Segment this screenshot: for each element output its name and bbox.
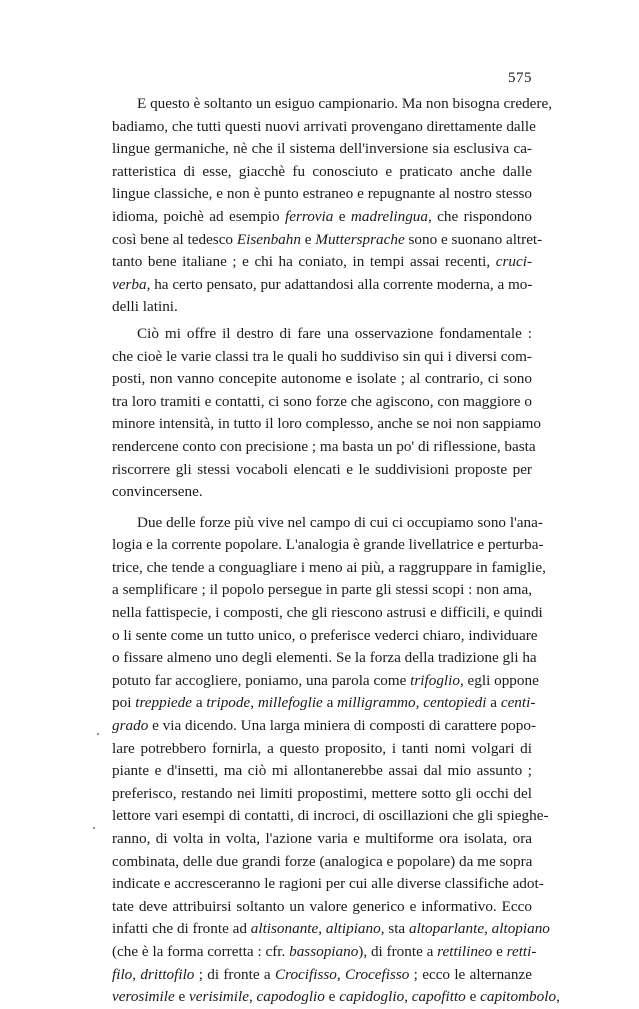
italic-term: capofitto xyxy=(411,988,466,1006)
text-line xyxy=(112,557,546,580)
text-segment: e xyxy=(465,988,481,1006)
text-segment: Ciò mi offre il destro di fare una osservazione fondamentale : xyxy=(137,324,532,342)
italic-term: ferrovia xyxy=(285,207,334,225)
italic-term: Crocefisso xyxy=(344,965,410,983)
text-line xyxy=(112,512,543,535)
italic-term: filo xyxy=(112,965,133,983)
italic-term: drittofilo xyxy=(140,965,195,983)
text-segment: posti, non vanno concepite autonome e isolate ; al contrario, ci sono xyxy=(112,370,532,388)
italic-term: altipiano xyxy=(325,920,381,938)
text-line xyxy=(112,138,532,161)
text-segment: (che è la forma corretta : cfr. xyxy=(112,942,290,960)
text-line xyxy=(112,896,532,919)
text-line xyxy=(112,368,532,391)
text-segment: nella fattispecie, i composti, che gli riescono astrusi e difficili, e quindi xyxy=(112,604,543,622)
text-line xyxy=(112,670,539,693)
text-segment: , xyxy=(336,965,345,983)
text-line xyxy=(112,760,532,783)
text-line xyxy=(112,851,532,874)
text-segment: e xyxy=(174,988,190,1006)
text-segment: minore intensità, in tutto il loro complesso, anche se noi non sappiamo xyxy=(112,415,541,433)
text-segment: , xyxy=(318,920,326,938)
text-line xyxy=(112,436,536,459)
page-number: 575 xyxy=(508,70,532,86)
italic-term: tripode xyxy=(206,694,251,712)
text-line xyxy=(112,986,560,1009)
text-segment: poi xyxy=(112,694,136,712)
text-segment: ranno, di volta in volta, l'azione varia e multiforme ora isolata, ora xyxy=(112,830,532,847)
text-segment: infatti che di fronte ad xyxy=(112,920,251,938)
italic-term: Muttersprache xyxy=(315,230,405,248)
paragraph xyxy=(112,93,553,319)
text-line xyxy=(112,692,536,715)
italic-term: verosimile xyxy=(112,988,175,1006)
text-segment: ; di fronte a xyxy=(194,965,275,983)
text-segment: Due delle forze più vive nel campo di cui ci occupiamo sono l'ana- xyxy=(137,513,543,531)
text-line xyxy=(112,964,532,987)
text-segment: ratteristica di esse, giacchè fu conosciuto e praticato anche dalle xyxy=(112,162,532,180)
italic-term: trifoglio xyxy=(410,671,460,689)
italic-term: altisonante xyxy=(250,920,319,938)
text-segment: , ha certo pensato, pur adattandosi alla corrente moderna, a mo- xyxy=(146,275,533,293)
italic-term: cruci- xyxy=(495,253,532,271)
text-segment: e xyxy=(324,988,340,1006)
text-segment: a xyxy=(486,694,501,712)
text-segment: , sta xyxy=(380,920,409,938)
text-segment: , xyxy=(250,694,258,712)
italic-term: grado xyxy=(112,717,149,735)
text-segment: riscorrere gli stessi vocaboli elencati e le suddivisioni proposte per xyxy=(112,460,532,478)
body-text xyxy=(112,93,560,1009)
italic-term: centopiedi xyxy=(423,694,487,712)
text-segment: tanto bene italiane ; e chi ha coniato, in tempi assai recenti, xyxy=(112,253,496,271)
text-line xyxy=(112,783,532,806)
text-line xyxy=(112,625,538,648)
text-line xyxy=(112,534,544,557)
text-line xyxy=(112,274,532,297)
text-segment: idioma, poichè ad esempio xyxy=(112,207,285,225)
italic-term: Crocifisso xyxy=(274,965,337,983)
italic-term: rettilineo xyxy=(437,942,493,960)
text-line xyxy=(112,602,543,625)
text-line xyxy=(112,93,553,116)
text-segment: o li sente come un tutto unico, o preferisce vederci chiaro, individuare xyxy=(112,626,538,644)
italic-term: milligrammo xyxy=(337,694,416,712)
text-segment: preferisco, restando nei limiti propostimi, mettere sotto gli occhi del xyxy=(112,784,532,802)
text-line xyxy=(112,941,537,964)
text-line xyxy=(112,206,532,229)
text-segment: , xyxy=(248,988,257,1006)
text-line xyxy=(112,229,543,252)
text-segment: , xyxy=(132,965,141,983)
margin-speck xyxy=(93,827,95,829)
text-line xyxy=(112,805,549,828)
text-segment: e via dicendo. Una larga miniera di composti di carattere popo- xyxy=(148,717,537,735)
text-segment: , xyxy=(404,988,412,1006)
text-segment: indicate e accresceranno le ragioni per cui alle diverse classifiche adot- xyxy=(112,875,544,893)
text-line xyxy=(112,738,532,761)
italic-term: capidoglio xyxy=(339,988,405,1006)
text-segment: lingue germaniche, nè che il sistema dell'inversione sia esclusiva ca- xyxy=(112,140,532,158)
text-line xyxy=(112,323,532,346)
text-segment: tra loro tramiti e contatti, ci sono forze che agiscono, con maggiore o xyxy=(112,392,532,410)
paragraph xyxy=(112,323,541,504)
paragraph xyxy=(112,512,560,1009)
text-segment: rendercene conto con precisione ; ma basta un po' di riflessione, basta xyxy=(112,437,536,455)
text-segment: a semplificare ; il popolo persegue in parte gli stessi scopi : non ama, xyxy=(112,581,532,599)
text-segment: così bene al tedesco xyxy=(112,230,237,248)
italic-term: millefoglie xyxy=(257,694,323,712)
text-segment: lingue classiche, e non è punto estraneo e repugnante al nostro stesso xyxy=(112,185,532,203)
text-segment: , xyxy=(484,920,492,938)
text-segment: convincersene. xyxy=(112,483,203,501)
text-line xyxy=(112,251,532,274)
text-line xyxy=(112,579,532,602)
italic-term: capodoglio xyxy=(256,988,325,1006)
text-segment: a xyxy=(192,694,207,712)
text-segment: , che rispondono xyxy=(427,207,532,225)
text-segment: trice, che tende a conguagliare i meno ai più, a raggruppare in famiglie, xyxy=(112,558,546,576)
text-segment: lare potrebbero fornirla, a questo proposito, i tanti nomi volgari di xyxy=(112,739,532,757)
text-line xyxy=(112,715,537,738)
text-segment: badiamo, che tutti questi nuovi arrivati provengano direttamente dalle xyxy=(112,117,536,135)
text-segment: sono e suonano altret- xyxy=(404,230,543,248)
text-line xyxy=(112,391,532,414)
text-line xyxy=(112,161,532,184)
text-segment: delli latini. xyxy=(112,298,178,316)
text-segment: potuto far accogliere, poniamo, una parola come xyxy=(112,671,411,689)
text-line xyxy=(112,459,532,482)
text-segment: logia e la corrente popolare. L'analogia è grande livellatrice e perturba- xyxy=(112,536,544,554)
italic-term: capitombolo xyxy=(480,988,557,1006)
text-segment: ; ecco le alternanze xyxy=(409,965,532,983)
text-segment: ), di fronte a xyxy=(358,942,438,960)
italic-term: altoparlante xyxy=(408,920,485,938)
text-segment: e xyxy=(333,207,351,225)
italic-term: treppiede xyxy=(135,694,193,712)
text-segment: a xyxy=(322,694,338,712)
text-segment: piante e d'insetti, ma ciò mi allontanerebbe assai dal mio assunto ; xyxy=(112,762,532,780)
text-line xyxy=(112,828,532,851)
text-line xyxy=(112,918,550,941)
text-line xyxy=(112,296,532,319)
text-line xyxy=(112,116,536,139)
text-segment: , egli oppone xyxy=(459,671,539,689)
text-line xyxy=(112,346,532,369)
text-line xyxy=(112,647,537,670)
italic-term: verisimile xyxy=(189,988,249,1006)
italic-term: verba xyxy=(112,275,147,293)
italic-term: madrelingua xyxy=(350,207,428,225)
text-line xyxy=(112,183,532,206)
text-segment: tate deve attribuirsi soltanto un valore generico e informativo. Ecco xyxy=(112,897,532,915)
italic-term: retti- xyxy=(506,942,537,960)
italic-term: altopiano xyxy=(491,920,550,938)
text-segment: , xyxy=(556,988,560,1006)
italic-term: centi- xyxy=(500,694,536,712)
italic-term: bassopiano xyxy=(289,942,359,960)
text-segment: lettore vari esempi di contatti, di incroci, di oscillazioni che gli spieghe- xyxy=(112,807,549,825)
text-segment: e xyxy=(492,942,507,960)
margin-speck xyxy=(97,733,99,735)
text-segment: , xyxy=(415,694,424,712)
text-line xyxy=(112,873,544,896)
text-segment: o fissare almeno uno degli elementi. Se la forza della tradizione gli ha xyxy=(112,649,537,667)
text-segment: che cioè le varie classi tra le quali ho suddiviso sin qui i diversi com- xyxy=(112,347,532,365)
text-segment: E questo è soltanto un esiguo campionario. Ma non bisogna credere, xyxy=(137,95,553,112)
text-line xyxy=(112,413,541,436)
text-segment: e xyxy=(300,230,316,248)
text-line xyxy=(112,481,532,504)
italic-term: Eisenbahn xyxy=(236,230,301,248)
text-segment: combinata, delle due grandi forze (analogica e popolare) da me sopra xyxy=(112,852,533,870)
